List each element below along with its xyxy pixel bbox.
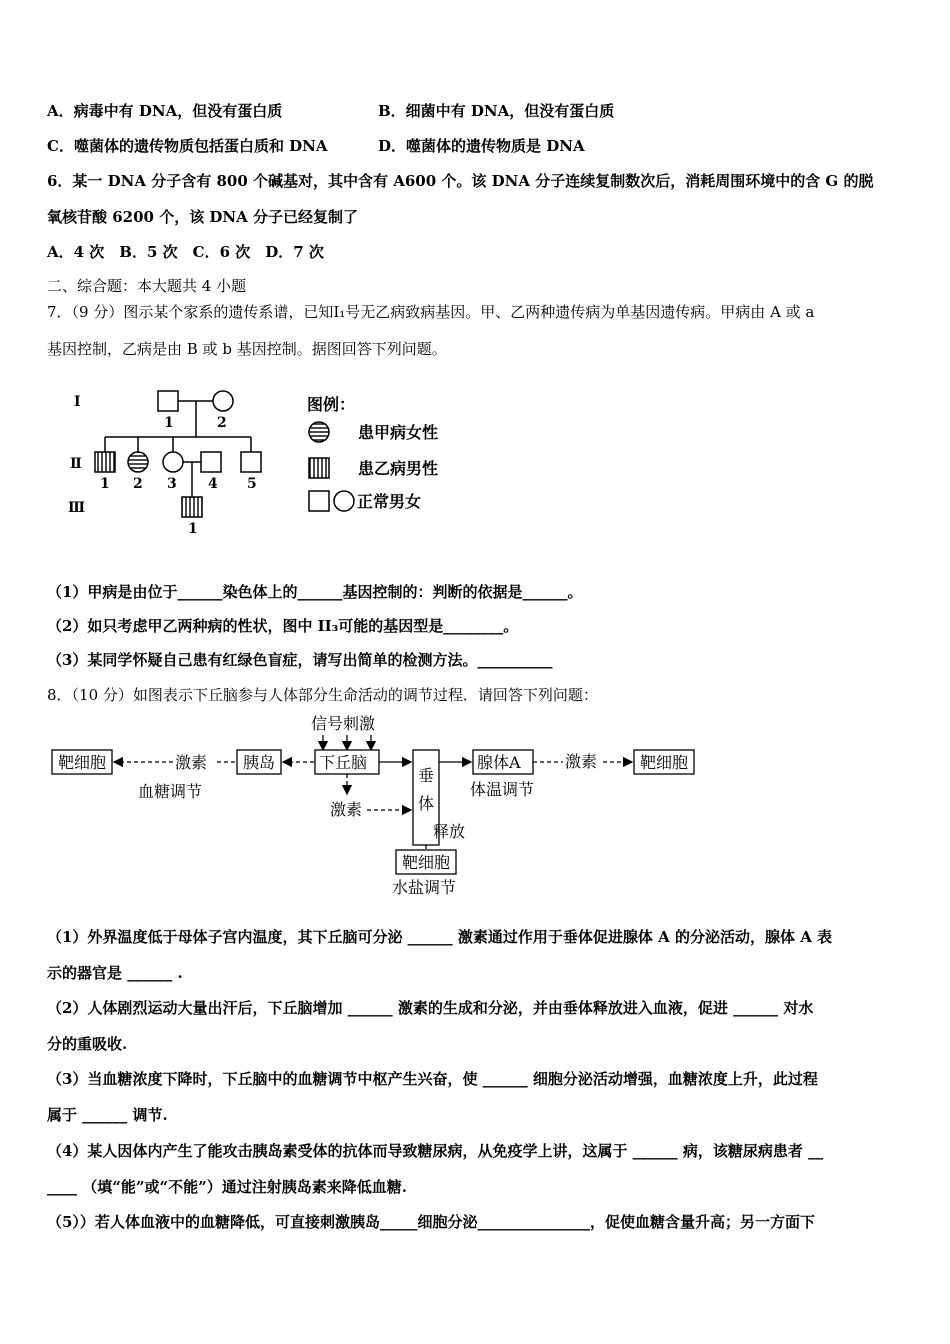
ii5-number: 5 (247, 476, 257, 492)
flow-hormone-left: 激素 (175, 753, 208, 772)
legend-normal-female-icon (334, 491, 354, 511)
q5-option-a: A．病毒中有 DNA，但没有蛋白质 (47, 102, 283, 120)
flow-hypothalamus: 下丘脑 (319, 753, 368, 772)
flow-water-salt-label: 水盐调节 (392, 878, 457, 897)
flow-target-left: 靶细胞 (58, 753, 107, 772)
gen-label-2: Ⅱ (70, 456, 82, 472)
q8-part4-line2: ____ （填“能”或“不能”）通过注射胰岛素来降低血糖. (47, 1178, 407, 1196)
ii1-male-disease-b (95, 452, 115, 472)
legend-disease-b-icon (309, 458, 329, 478)
legend-normal-label: 正常男女 (357, 492, 422, 511)
ii3-female-normal (163, 452, 183, 472)
flow-hormone-right: 激素 (565, 752, 598, 771)
q8-stem: 8．（10 分）如图表示下丘脑参与人体部分生命活动的调节过程．请回答下列问题： (47, 686, 598, 704)
ii3-number: 3 (167, 476, 177, 492)
iii1-male-disease-b (182, 497, 202, 517)
section-title: 二、综合题：本大题共 4 小题 (47, 277, 247, 295)
i2-female-normal (213, 391, 233, 411)
gen-label-1: Ⅰ (74, 394, 81, 410)
gen-label-3: Ⅲ (68, 500, 86, 516)
flow-target-bottom: 靶细胞 (402, 853, 451, 872)
ii2-number: 2 (133, 476, 143, 492)
flow-blood-sugar-label: 血糖调节 (138, 782, 203, 801)
flow-body-temp-label: 体温调节 (470, 780, 535, 799)
pedigree-diagram (60, 382, 480, 542)
q6-options: A．4 次 B．5 次 C．6 次 D．7 次 (47, 243, 324, 261)
flow-islet: 胰岛 (243, 753, 276, 772)
q8-part4-line1: （4）某人因体内产生了能攻击胰岛素受体的抗体而导致糖尿病，从免疫学上讲，这属于 ______ 病，该糖尿病患者 __ (47, 1142, 824, 1160)
i1-male-normal (158, 391, 178, 411)
flow-target-right: 靶细胞 (640, 753, 689, 772)
flow-pituitary-1: 垂 (418, 766, 435, 785)
flow-signal-label: 信号刺激 (311, 714, 376, 733)
q8-part1-line1: （1）外界温度低于母体子宫内温度，其下丘脑可分泌 ______ 激素通过作用于垂体促进腺体 A 的分泌活动，腺体 A 表 (47, 928, 833, 946)
legend-normal-male-icon (309, 491, 329, 511)
q5-option-d: D．噬菌体的遗传物质是 DNA (378, 137, 585, 155)
q7-stem-line2: 基因控制，乙病是由 B 或 b 基因控制。据图回答下列问题。 (47, 340, 447, 358)
q6-stem-line2: 氧核苷酸 6200 个，该 DNA 分子已经复制了 (47, 208, 358, 226)
ii4-number: 4 (208, 476, 218, 492)
ii2-female-disease-a (128, 452, 148, 472)
hypothalamus-flow-diagram (48, 708, 708, 898)
q5-option-c: C．噬菌体的遗传物质包括蛋白质和 DNA (47, 137, 328, 155)
ii1-number: 1 (100, 476, 110, 492)
legend-disease-b-label: 患乙病男性 (358, 459, 439, 478)
flow-hormone-down: 激素 (330, 800, 363, 819)
q8-part5: （5））若人体血液中的血糖降低，可直接刺激胰岛_____细胞分泌_______________，促使血糖含量升高；另一方面下 (47, 1213, 815, 1231)
q7-stem-line1: 7．（9 分）图示某个家系的遗传系谱，已知Ⅰ₁号无乙病致病基因。甲、乙两种遗传病为单基因遗传病。甲病由 A 或 a (47, 303, 815, 321)
q5-option-b: B．细菌中有 DNA，但没有蛋白质 (378, 102, 615, 120)
q7-part2: （2）如只考虑甲乙两种病的性状，图中 II₃可能的基因型是________。 (47, 617, 519, 635)
flow-gland-a: 腺体A (477, 753, 521, 772)
q8-part3-line1: （3）当血糖浓度下降时，下丘脑中的血糖调节中枢产生兴奋，使 ______ 细胞分泌活动增强，血糖浓度上升，此过程 (47, 1070, 818, 1088)
iii1-number: 1 (188, 521, 198, 537)
q7-part3: （3）某同学怀疑自己患有红绿色盲症，请写出简单的检测方法。__________ (47, 651, 553, 669)
legend-disease-a-label: 患甲病女性 (358, 423, 439, 442)
legend-title: 图例： (307, 395, 356, 414)
i1-number: 1 (164, 415, 174, 431)
q8-part3-line2: 属于 ______ 调节. (47, 1106, 168, 1124)
i2-number: 2 (217, 415, 227, 431)
flow-release-label: 释放 (433, 822, 466, 841)
flow-pituitary-2: 体 (418, 794, 435, 813)
ii5-male-normal (241, 452, 261, 472)
q8-part1-line2: 示的器官是 ______ . (47, 964, 183, 982)
q8-part2-line2: 分的重吸收. (47, 1035, 128, 1053)
q8-part2-line1: （2）人体剧烈运动大量出汗后，下丘脑增加 ______ 激素的生成和分泌，并由垂体释放进入血液，促进 ______ 对水 (47, 999, 814, 1017)
ii4-male-normal (201, 452, 221, 472)
legend-disease-a-icon (309, 422, 329, 442)
q6-stem-line1: 6．某一 DNA 分子含有 800 个碱基对，其中含有 A600 个。该 DNA 分子连续复制数次后，消耗周围环境中的含 G 的脱 (47, 172, 874, 190)
q7-part1: （1）甲病是由位于______染色体上的______基因控制的：判断的依据是______。 (47, 583, 583, 601)
